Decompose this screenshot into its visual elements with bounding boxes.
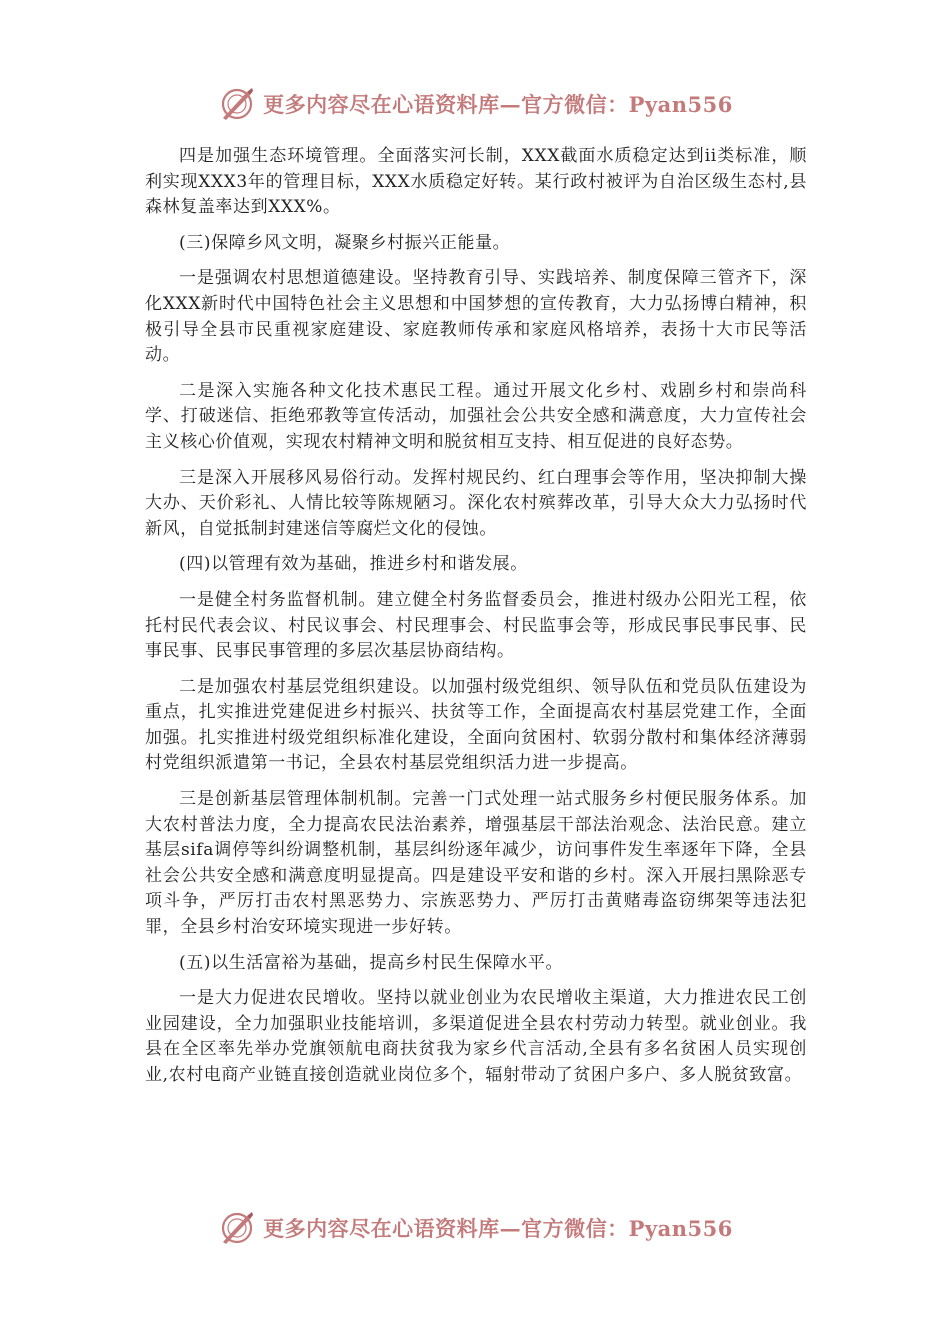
paragraph: 一是大力促进农民增收。坚持以就业创业为农民增收主渠道，大力推进农民工创业园建设，全力加强职业技能培训，多渠道促进全县农村劳动力转型。就业创业。我县在全区率先举办党旗领航电商扶贫我为家乡代言活动,全县有多名贫困人员实现创业,农村电商产业链直接创造就业岗位多个，辐射带动了贫困户多户、多人脱贫致富。 [145,988,807,1085]
paragraph: 二是加强农村基层党组织建设。以加强村级党组织、领导队伍和党员队伍建设为重点，扎实推进党建促进乡村振兴、扶贫等工作，全面提高农村基层党建工作，全面加强。扎实推进村级党组织标准化建设，全面向贫困村、软弱分散村和集体经济薄弱村党组织派遣第一书记，全县农村基层党组织活力进一步提高。 [145,676,807,774]
paragraph: 四是加强生态环境管理。全面落实河长制，XXX截面水质稳定达到ii类标准，顺利实现XXX3年的管理目标，XXX水质稳定好转。某行政村被评为自治区级生态村,县森林复盖率达到XXX%。 [145,146,807,218]
section-heading: (三)保障乡风文明，凝聚乡村振兴正能量。 [179,232,511,253]
document-body [145,144,807,1099]
pen-circle-logo-icon [217,1208,257,1248]
paragraph: 三是创新基层管理体制机制。完善一门式处理一站式服务乡村便民服务体系。加大农村普法力度，全力提高农民法治素养，增强基层干部法治观念、法治民意。建立基层sifa调停等纠纷调整机制，基层纠纷逐年减少，访问事件发生率逐年下降，全县社会公共安全感和满意度明显提高。四是建设平安和谐的乡村。深入开展扫黑除恶专项斗争，严厉打击农村黑恶势力、宗族恶势力、严厉打击黄赌毒盗窃绑架等违法犯罪，全县乡村治安环境实现进一步好转。 [145,789,807,938]
footer-watermark [0,1206,950,1250]
paragraph: 一是健全村务监督机制。建立健全村务监督委员会，推进村级办公阳光工程，依托村民代表会议、村民议事会、村民理事会、村民监事会等，形成民事民事民事、民事民事、民事民事管理的多层次基层协商结构。 [145,589,807,662]
section-heading: (五)以生活富裕为基础，提高乡村民生保障水平。 [179,952,564,973]
paragraph: 二是深入实施各种文化技术惠民工程。通过开展文化乡村、戏剧乡村和崇尚科学、打破迷信、拒绝邪教等宣传活动，加强社会公共安全感和满意度，大力宣传社会主义核心价值观，实现农村精神文明和脱贫相互支持、相互促进的良好态势。 [145,380,807,452]
paragraph: 三是深入开展移风易俗行动。发挥村规民约、红白理事会等作用，坚决抑制大操大办、天价彩礼、人情比较等陈规陋习。深化农村殡葬改革，引导大众大力弘扬时代新风，自觉抵制封建迷信等腐烂文化的侵蚀。 [145,467,807,539]
watermark-text: 更多内容尽在心语资料库—官方微信：Pyan556 [263,1216,733,1241]
section-heading: (四)以管理有效为基础，推进乡村和谐发展。 [179,554,528,575]
paragraph: 一是强调农村思想道德建设。坚持教育引导、实践培养、制度保障三管齐下，深化XXX新时代中国特色社会主义思想和中国梦想的宣传教育，大力弘扬博白精神，积极引导全县市民重视家庭建设、家庭教师传承和家庭风格培养，表扬十大市民等活动。 [145,268,807,366]
watermark-text: 更多内容尽在心语资料库—官方微信：Pyan556 [263,92,733,117]
header-watermark [0,82,950,126]
pen-circle-logo-icon [217,84,257,124]
